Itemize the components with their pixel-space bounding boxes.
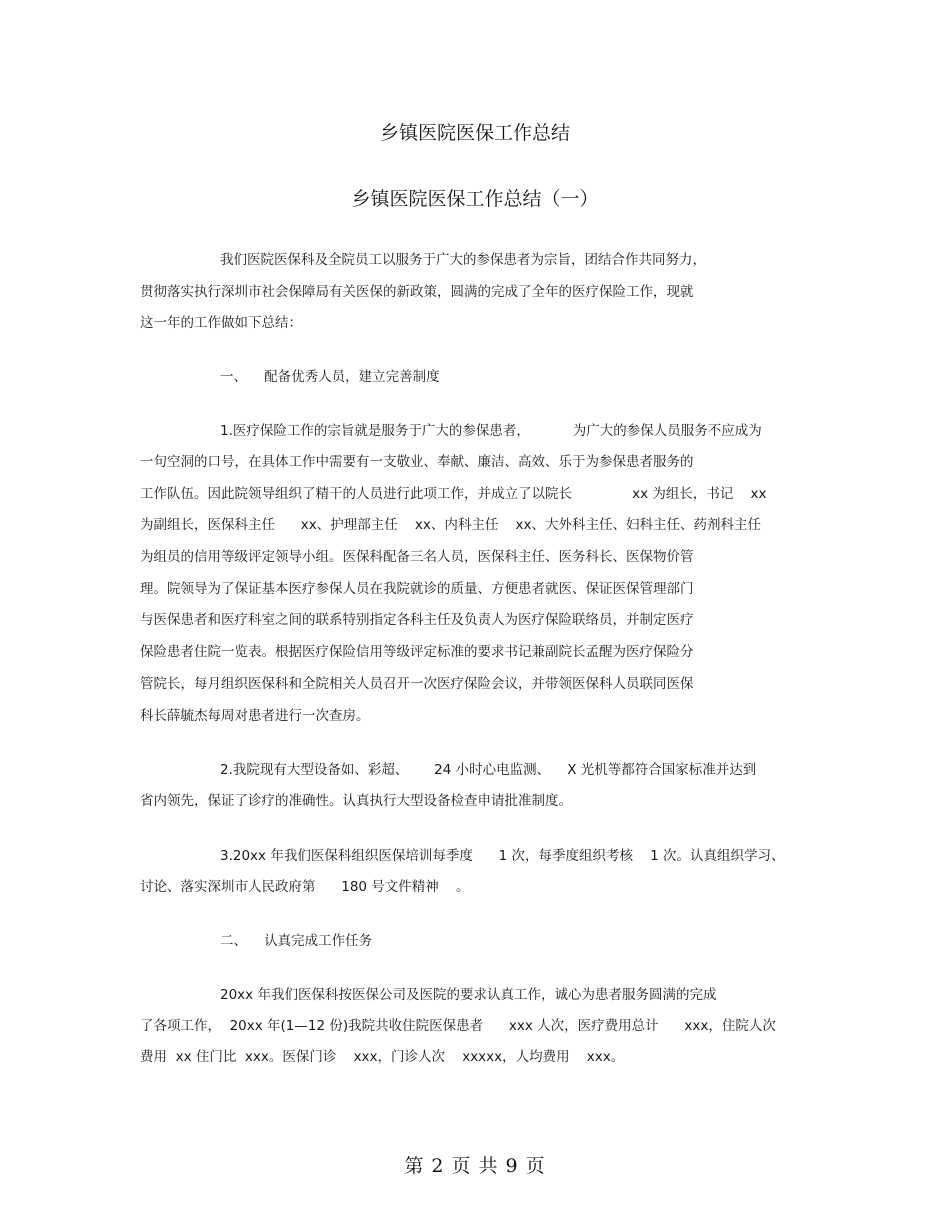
paragraph-2-line: 省内领先，保证了诊疗的准确性。认真执行大型设备检查申请批准制度。: [140, 793, 572, 809]
paragraph-2-line: 2.我院现有大型设备如、彩超、 24 小时心电监测、 X 光机等都符合国家标准并达到: [220, 762, 757, 778]
paragraph-1-line: 科长薛毓杰每周对患者进行一次查房。: [140, 708, 370, 724]
section-heading-2: 二、 认真完成工作任务: [220, 933, 373, 949]
paragraph-1-line: 保险患者住院一览表。根据医疗保险信用等级评定标准的要求书记兼副院长孟醒为医疗保险分: [140, 644, 694, 660]
paragraph-1-line: 管院长，每月组织医保科和全院相关人员召开一次医疗保险会议，并带领医保科人员联同医保: [140, 676, 694, 692]
paragraph-1-line: 1.医疗保险工作的宗旨就是服务于广大的参保患者， 为广大的参保人员服务不应成为: [220, 423, 762, 439]
paragraph-1-line: 工作队伍。因此院领导组织了精干的人员进行此项工作，并成立了以院长 xx 为组长，书记 xx: [140, 486, 767, 502]
paragraph-1-line: 与医保患者和医疗科室之间的联系特别指定各科主任及负责人为医疗保险联络员，并制定医疗: [140, 612, 694, 628]
intro-line: 这一年的工作做如下总结：: [140, 315, 302, 331]
paragraph-4-line: 了各项工作， 20xx 年(1—12 份)我院共收住院医保患者 xxx 人次，医疗费用总计 xxx，住院人次: [140, 1018, 776, 1034]
section-heading-1: 一、 配备优秀人员，建立完善制度: [220, 369, 440, 385]
document-title: 乡镇医院医保工作总结: [379, 122, 570, 144]
paragraph-1-line: 一句空洞的口号，在具体工作中需要有一支敬业、奉献、廉洁、高效、乐于为参保患者服务的: [140, 454, 694, 470]
paragraph-1-line: 理。院领导为了保证基本医疗参保人员在我院就诊的质量、方便患者就医、保证医保管理部门: [140, 581, 694, 597]
paragraph-4-line: 20xx 年我们医保科按医保公司及医院的要求认真工作，诚心为患者服务圆满的完成: [220, 987, 717, 1003]
document-subtitle: 乡镇医院医保工作总结（一）: [351, 188, 599, 210]
paragraph-1-line: 为组员的信用等级评定领导小组。医保科配备三名人员，医保科主任、医务科长、医保物价管: [140, 549, 694, 565]
paragraph-3-line: 讨论、落实深圳市人民政府第 180 号文件精神 。: [140, 879, 470, 895]
paragraph-1-line: 为副组长，医保科主任 xx、护理部主任 xx、内科主任 xx、大外科主任、妇科主任、药剂科主任: [140, 517, 762, 533]
intro-line: 我们医院医保科及全院员工以服务于广大的参保患者为宗旨，团结合作共同努力，: [220, 252, 706, 268]
paragraph-3-line: 3.20xx 年我们医保科组织医保培训每季度 1 次，每季度组织考核 1 次。认真组织学习、: [220, 848, 785, 864]
paragraph-4-line: 费用 xx 住门比 xxx。医保门诊 xxx，门诊人次 xxxxx，人均费用 xxx。: [140, 1049, 625, 1065]
page-number-footer: 第 2 页 共 9 页: [404, 1155, 546, 1177]
intro-line: 贯彻落实执行深圳市社会保障局有关医保的新政策，圆满的完成了全年的医疗保险工作，现就: [140, 284, 694, 300]
